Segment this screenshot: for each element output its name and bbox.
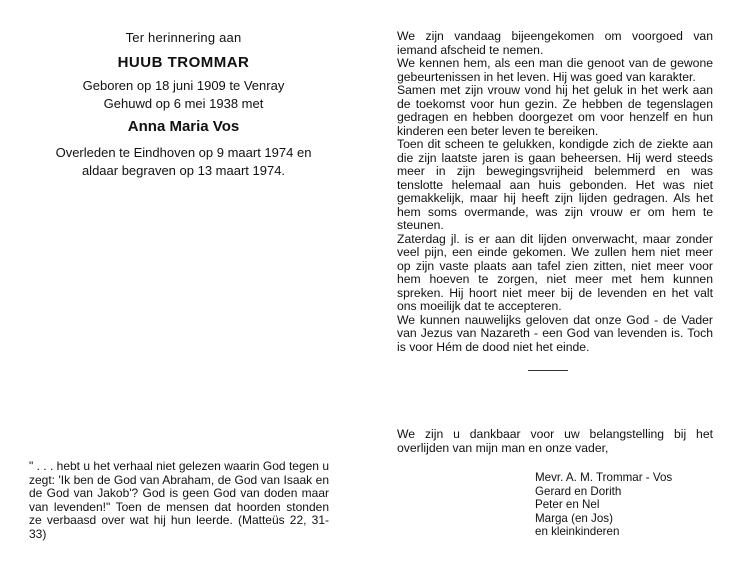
marriage-line: Gehuwd op 6 mei 1938 met [103,96,264,111]
birth-line: Geboren op 18 juni 1909 te Venray [82,78,285,93]
eulogy-paragraph: We kunnen nauwelijks geloven dat onze God - de Vader van Jezus van Nazareth - een God van levenden is. Toch is voor Hém de dood niet het einde. [397,312,713,354]
bible-quote-text: " . . . hebt u het verhaal niet gelezen waarin God tegen u zegt: 'Ik ben de God van Abraham, de God van Isaak en de God van Jakob'? God is geen God van doden maar van levenden!" Toen de mensen dat hoorden stonden ze verbaasd over wat hij hun leerde. (Matteüs 22, 31-33) [29,459,329,541]
spouse-name: Anna Maria Vos [127,118,240,135]
burial-line: aldaar begraven op 13 maart 1974. [81,163,286,178]
eulogy-paragraph: Toen dit scheen te gelukken, kondigde zich de ziekte aan die zijn laatste jaren is gaan beheersen. Hij werd steeds meer in zijn bewegingsvrijheid belemmerd en was tenslotte helemaal aan huis gebonden. Het was niet gemakkelijk, maar hij heeft zijn lijden gedragen. Als het hem soms overmande, was zijn vrouw er om hem te steunen. [397,137,713,232]
death-line: Overleden te Eindhoven op 9 maart 1974 en [55,145,312,160]
left-panel [0,0,367,571]
divider-line [528,370,568,371]
family-member: Gerard en Dorith [535,484,622,498]
eulogy-paragraph: We kennen hem, als een man die genoot van de gewone gebeurtenissen in het leven. Hij was goed van karakter. [397,56,713,84]
eulogy-paragraph: Samen met zijn vrouw vond hij het geluk in het werk aan de toekomst voor hun gezin. Ze hebben de tegenslagen gedragen en hebben doorgezet om voor henzelf en hun kinderen een beter leven te bereiken. [397,83,713,138]
eulogy-paragraph: Zaterdag jl. is er aan dit lijden onverwacht, maar zonder veel pijn, een einde gekomen. We zullen hem niet meer op zijn vaste plaats aan tafel zien zitten, niet meer voor hem hoeven te zorgen, niet meer met hem kunnen spreken. Hij hoort niet meer bij de levenden en het valt ons moeilijk dat te accepteren. [397,231,713,313]
bible-quote [29,460,329,541]
thanks-text: We zijn u dankbaar voor uw belangstelling bij het overlijden van mijn man en onze vader, [397,427,713,455]
deceased-name: HUUB TROMMAR [117,54,250,71]
eulogy-paragraph: We zijn vandaag bijeengekomen om voorgoed van iemand afscheid te nemen. [397,29,713,57]
family-member: Marga (en Jos) [535,511,613,525]
right-panel [367,0,735,571]
eulogy-text [397,30,713,354]
family-member: Mevr. A. M. Trommar - Vos [535,471,673,484]
family-signature [535,471,725,539]
intro-text: Ter herinnering aan [125,30,242,45]
family-member: en kleinkinderen [535,525,620,539]
family-member: Peter en Nel [535,498,600,512]
